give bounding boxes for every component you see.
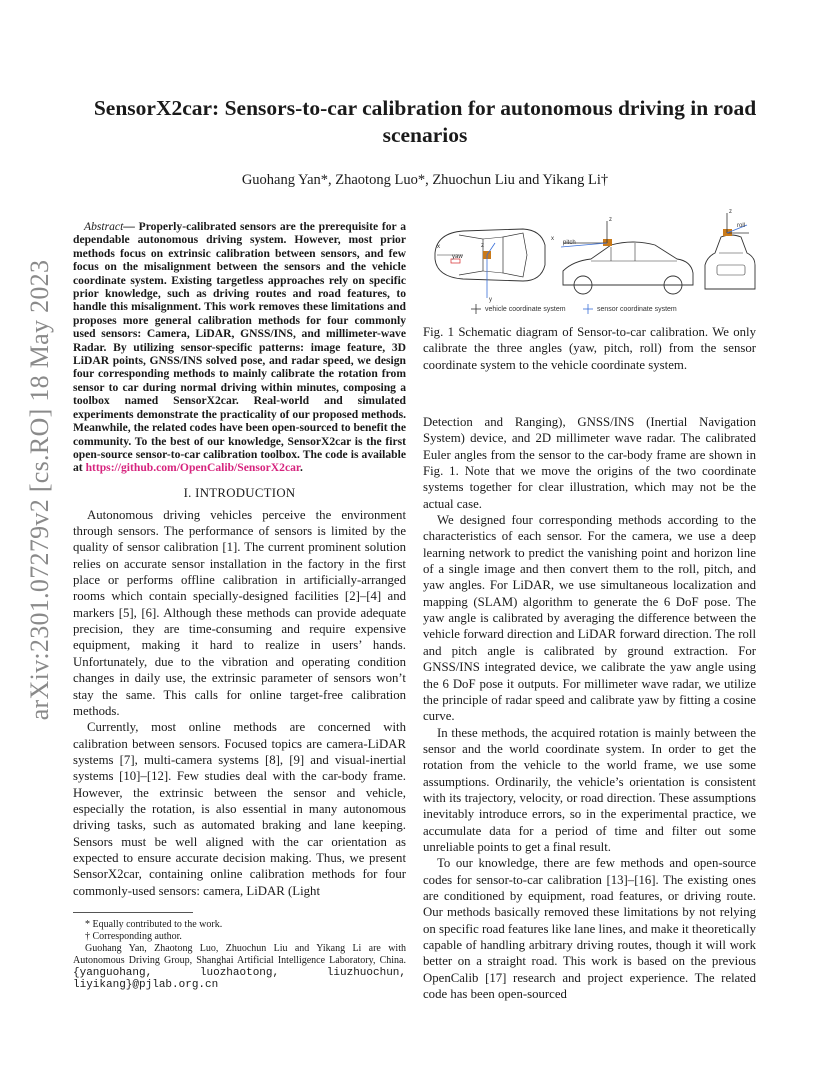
legend-sensor-coordinate-system: sensor coordinate system: [597, 306, 677, 313]
paper-title: SensorX2car: Sensors-to-car calibration for autonomous driving in road scenarios: [93, 96, 757, 147]
arxiv-side-stamp: [24, 259, 56, 721]
abstract-end: .: [299, 461, 303, 475]
car-side-view: [563, 242, 693, 294]
axis-label-z-side: z: [609, 217, 612, 223]
right-paragraph-1: Detection and Ranging), GNSS/INS (Inertial Navigation System) device, and 2D millimeter wave radar. The calibrated Euler angles from the sensor to the car-body frame are shown in Fig. 1. Note that we move the origins of the two coordinate systems together for clear illustration, which may not be the actual case.: [423, 415, 756, 511]
right-paragraph-2: We designed four corresponding methods according to the characteristics of each sensor. For the camera, we use a deep learning network to predict the vanishing point and horizon line of a single image and then convert them to the roll, pitch, and yaw angles. For LiDAR, we use simultaneous localization and mapping (SLAM) algorithm to generate the 6 DoF pose. The yaw angle is calibrated by averaging the difference between the vehicle forward direction and LiDAR forward direction. The roll and pitch angle is calibrated by ground extraction. For GNSS/INS integrated device, we calibrate the yaw angle using the 6 DoF pose it outputs. For millimeter wave radar, we utilize the principle of radar speed and calibrate yaw by fitting a cosine curve.: [423, 513, 756, 724]
right-column-top: [423, 203, 756, 373]
axis-label-xv: x: [437, 244, 440, 250]
figure-1-caption: Fig. 1 Schematic diagram of Sensor-to-car calibration. We only calibrate the three angles (yaw, pitch, roll) from the sensor coordinate system to the vehicle coordinate system.: [423, 325, 756, 372]
right-paragraph-3: In these methods, the acquired rotation is mainly between the sensor and the world coordinate system. In order to get the rotation from the vehicle to the world frame, we use some assumptions. Ordinarily, the vehicle’s orientation is consistent with its trajectory, velocity, or road direction. These assumptions inevitably introduce errors, so in the experimental practice, we accumulate data for a period of time and filter out some unreliable points to get a final result.: [423, 725, 756, 854]
axis-label-zv: z: [481, 243, 484, 249]
axis-label-z-front: z: [729, 209, 732, 215]
author-emails: {yanguohang, luozhaotong, liuzhuochun, liyikang}@pjlab.org.cn: [73, 967, 406, 991]
footnotes: [73, 912, 406, 991]
axis-label-x-side: x: [551, 236, 554, 242]
abstract-text: — Properly-calibrated sensors are the prerequisite for a dependable autonomous driving system. However, most prior methods focus on extrinsic calibration between sensors, and few focus on the misalignment between the sensors and the vehicle coordinate system. Existing targetless approaches rely on specific prior knowledge, such as driving routes and road features, to handle this misalignment. This work removes these limitations and proposes more general calibration methods for four commonly used sensors: Camera, LiDAR, GNSS/INS, and millimeter-wave Radar. By utilizing sensor-specific patterns: image feature, 3D LiDAR points, GNSS/INS solved pose, and radar speed, we design four corresponding methods to mainly calibrate the rotation from sensor to car during normal driving within minutes, composing a toolbox named SensorX2car. Real-world and simulated experiments demonstrate the practicality of our proposed methods. Meanwhile, the related codes have been open-sourced to benefit the community. To the best of our knowledge, SensorX2car is the first open-source sensor-to-car calibration toolbox. The code is available at: [73, 220, 406, 475]
sensor-box-side: [603, 239, 612, 246]
yaw-label: yaw: [452, 254, 463, 260]
left-column: [73, 220, 406, 899]
right-paragraph-4: To our knowledge, there are few methods and open-source codes for sensor-to-car calibration [13]–[16]. The existing ones are conditioned by equipment, road features, or driving route. Our methods basically removed these limitations by not relying on specific road features like lane lines, and make it theoretically capable of handling arbitrary driving routes, though it will work better on a straight road. This work is based on the previous OpenCalib [17] research and project experience. The related code has been open-sourced: [423, 856, 756, 1002]
right-column-body: [423, 414, 756, 1002]
car-front-view: [705, 235, 755, 289]
roll-label: roll: [737, 223, 746, 229]
pitch-label: pitch: [563, 240, 576, 246]
legend-vehicle-coordinate-system: vehicle coordinate system: [485, 306, 566, 313]
abstract-label: Abstract: [84, 220, 124, 233]
arxiv-identifier: arXiv:2301.07279v2 [cs.RO] 18 May 2023: [25, 259, 54, 721]
code-link[interactable]: https://github.com/OpenCalib/SensorX2car: [85, 461, 300, 475]
figure-1: [423, 203, 756, 318]
figure-legend: [471, 304, 677, 314]
intro-paragraph-2: Currently, most online methods are concerned with calibration between sensors. Focused topics are camera-LiDAR systems [7], multi-camera systems [8], [9] and visual-inertial systems [10]–[12]. Few studies deal with the car-body frame. However, the extrinsic between the sensor and vehicle, especially the rotation, is also essential in many autonomous driving tasks, such as automated braking and lane keeping. Sensors must be well aligned with the car orientation as expected to ensure accurate decision making. Thus, we present SensorX2car, containing online calibration methods for four commonly-used sensors: camera, LiDAR (Light: [73, 720, 406, 898]
intro-paragraph-1: Autonomous driving vehicles perceive the environment through sensors. The performance of sensors is limited by the quality of sensor calibration [1]. The current prominent solution relies on accurate sensor installation in the factory in the first place or performs offline calibration in artificially-arranged rooms which contain specially-designed facilities [2]–[4] and markers [5], [6]. Although these methods can provide adequate precision, they are time-consuming and require expensive equipment, making it hard to realize in users’ hands. Unfortunately, due to the vibration and operating condition changes in daily use, the extrinsic parameter of sensors won’t stay the same. This calls for online target-free calibration methods.: [73, 507, 406, 718]
affiliation-text: Guohang Yan, Zhaotong Luo, Zhuochun Liu and Yikang Li are with Autonomous Driving Group, Shanghai Artificial Intelligence Laboratory, China.: [73, 943, 406, 966]
footnote-affiliation: [73, 943, 406, 991]
footnote-rule: [73, 912, 193, 913]
calibration-schematic: [423, 203, 756, 318]
author-list: Guohang Yan*, Zhaotong Luo*, Zhuochun Liu and Yikang Li†: [241, 172, 609, 188]
axis-label-yv: y: [489, 297, 492, 303]
footnote-equal-contribution: * Equally contributed to the work.: [85, 919, 223, 930]
abstract: [73, 220, 406, 475]
section-heading-introduction: I. INTRODUCTION: [183, 485, 296, 500]
footnote-corresponding-author: † Corresponding author.: [85, 931, 182, 942]
